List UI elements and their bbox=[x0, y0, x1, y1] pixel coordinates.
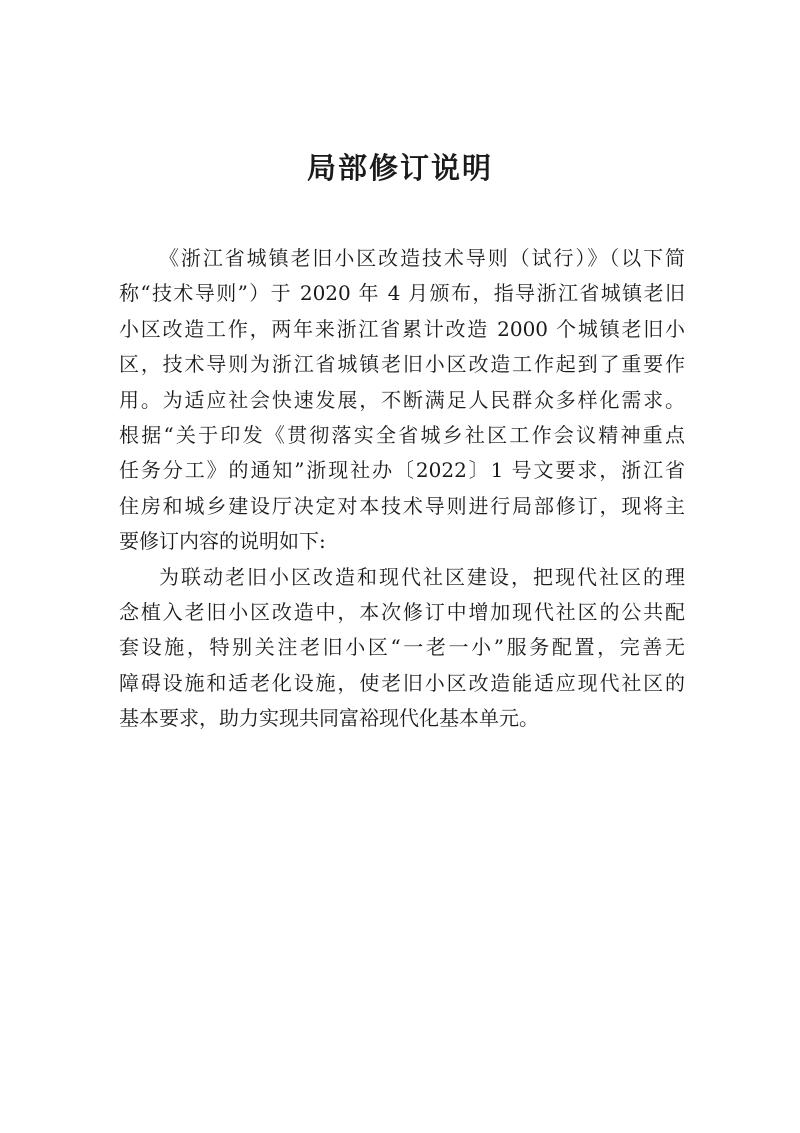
paragraph-line: 要修订内容的说明如下: bbox=[119, 529, 326, 554]
paragraph-line: 套设施，特别关注老旧小区“一老一小”服务配置，完善无 bbox=[119, 635, 685, 660]
paragraph-line: 根据“关于印发《贯彻落实全省城乡社区工作会议精神重点 bbox=[119, 422, 685, 447]
page-title: 局部修订说明 bbox=[306, 151, 493, 185]
paragraph-line: 任务分工》的通知”浙现社办〔2022〕1 号文要求，浙江省 bbox=[119, 458, 685, 483]
paragraph-line: 小区改造工作，两年来浙江省累计改造 2000 个城镇老旧小 bbox=[119, 316, 685, 341]
paragraph-line: 用。为适应社会快速发展，不断满足人民群众多样化需求。 bbox=[119, 387, 685, 412]
document-body bbox=[119, 241, 685, 736]
paragraph-line: 住房和城乡建设厅决定对本技术导则进行局部修订，现将主 bbox=[119, 493, 685, 518]
paragraph-line: 为联动老旧小区改造和现代社区建设，把现代社区的理 bbox=[159, 564, 685, 589]
paragraph-2 bbox=[119, 560, 685, 737]
paragraph-line: 称“技术导则”）于 2020 年 4 月颁布，指导浙江省城镇老旧 bbox=[119, 281, 685, 306]
paragraph-line: 念植入老旧小区改造中，本次修订中增加现代社区的公共配 bbox=[119, 599, 685, 624]
paragraph-line: 《浙江省城镇老旧小区改造技术导则（试行）》（以下简 bbox=[159, 246, 685, 270]
paragraph-1 bbox=[119, 241, 685, 560]
paragraph-line: 障碍设施和适老化设施，使老旧小区改造能适应现代社区的 bbox=[119, 670, 685, 695]
paragraph-line: 基本要求，助力实现共同富裕现代化基本单元。 bbox=[119, 706, 539, 731]
paragraph-line: 区，技术导则为浙江省城镇老旧小区改造工作起到了重要作 bbox=[119, 352, 685, 377]
